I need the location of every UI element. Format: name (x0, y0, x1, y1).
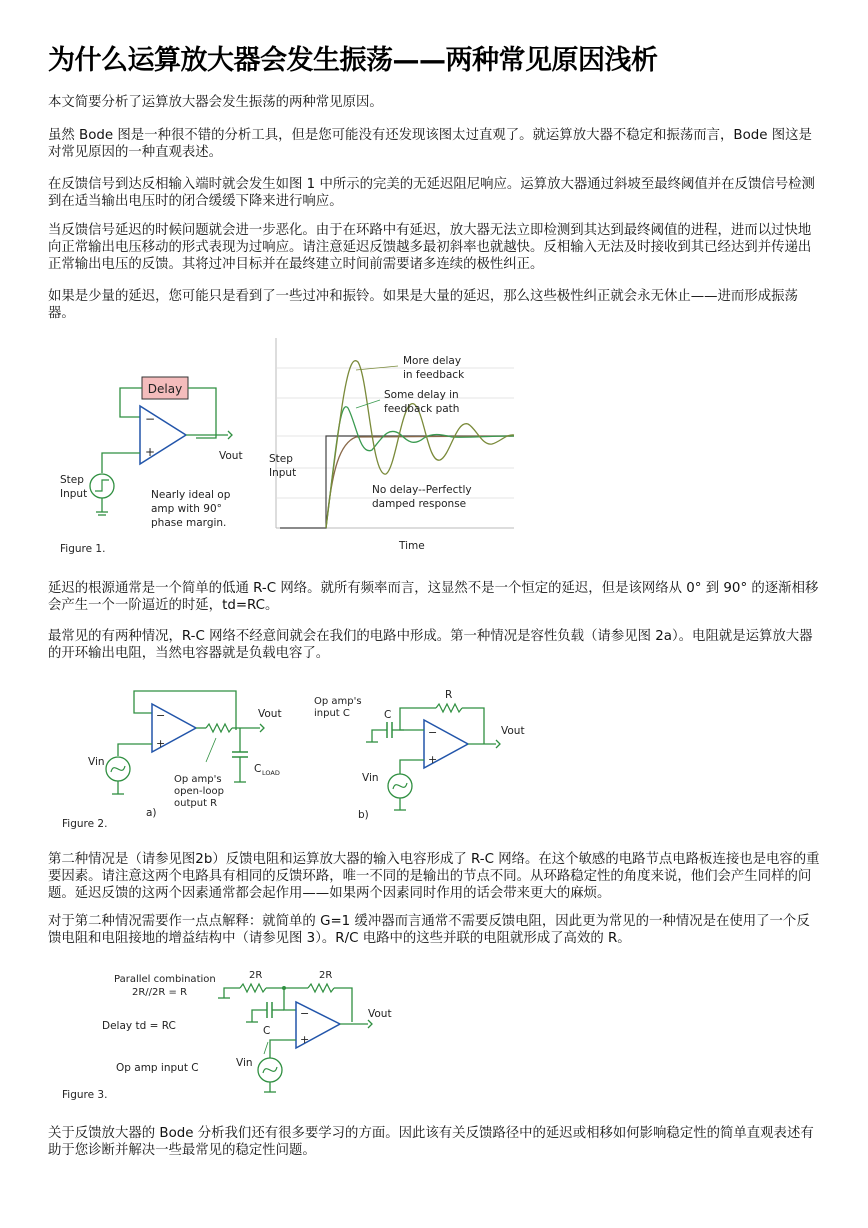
vin-a-label: Vin (88, 756, 105, 768)
resistor-icon (206, 724, 232, 732)
vin-b-label: Vin (362, 772, 379, 784)
vout-label: Vout (219, 450, 243, 462)
some-delay-label-1: Some delay in (384, 389, 459, 401)
input-c-note-2: input C (314, 708, 350, 719)
opamp-note-2: amp with 90° (151, 503, 222, 515)
opamp-note-1: Nearly ideal op (151, 489, 231, 501)
cload-subscript: LOAD (262, 769, 280, 777)
paragraph-2: 在反馈信号到达反相输入端时就会发生如图 1 中所示的完美的无延迟阻尼响应。运算放大器通过斜坡至最终阈值并在反馈信号检测到在适当输出电压时的闭合缓缓下降来进行响应。 (48, 177, 815, 209)
r-right-label: 2R (319, 970, 333, 981)
figure-3 (56, 962, 416, 1104)
page-title: 为什么运算放大器会发生振荡——两种常见原因浅析 (48, 45, 658, 76)
vout-b-label: Vout (501, 725, 525, 737)
figure-1-circuit (60, 377, 243, 555)
some-delay-label-2: feedback path (384, 403, 460, 415)
paragraph-3: 当反馈信号延迟的时候问题就会进一步恶化。由于在环路中有延迟，放大器无法立即检测到其达到最终阈值的进程，进而以过快地向正常输出电压移动的形式表现为过响应。请注意延迟反馈越多最初斜率也就越快。反相输入无法及时接收到其已经达到并传递出正常输出电压的反馈。其将过冲目标并在最终建立时间前需要诸多连续的极性纠正。 (48, 223, 812, 272)
graph-input-label: Input (269, 467, 297, 479)
svg-text:−: − (428, 726, 438, 739)
graph-step-label: Step (269, 453, 293, 465)
step-input-line (280, 436, 514, 528)
cload-label: C (254, 763, 262, 775)
figure-2b (314, 689, 525, 821)
c-3-label: C (263, 1025, 271, 1037)
intro-paragraph: 本文简要分析了运算放大器会发生振荡的两种常见原因。 (48, 95, 383, 110)
vout-3-label: Vout (368, 1008, 392, 1020)
figure-2b-label: b) (358, 809, 369, 821)
paragraph-1: 虽然 Bode 图是一种很不错的分析工具，但是您可能没有还发现该图太过直观了。就运算放大器不稳定和振荡而言，Bode 图这是对常见原因的一种直观表述。 (48, 128, 812, 160)
input-label: Input (60, 488, 88, 500)
svg-text:−: − (300, 1007, 310, 1020)
delay-td-label: Delay td = RC (102, 1020, 176, 1032)
more-delay-label-2: in feedback (403, 369, 465, 381)
resistor-right-icon (308, 984, 334, 992)
figure-1-graph (269, 338, 514, 552)
svg-text:+: + (300, 1033, 310, 1046)
figure-2a (62, 691, 282, 830)
figure-1-caption: Figure 1. (60, 543, 106, 555)
paragraph-8: 对于第二种情况需要作一点点解释：就简单的 G=1 缓冲器而言通常不需要反馈电阻，因此更为常见的一种情况是在使用了一个反馈电阻和电阻接地的增益结构中（请参见图 3）。R/C 电路中的这些并联的电阻就形成了高效的 R。 (48, 914, 810, 946)
open-loop-note-1: Op amp's (174, 774, 222, 785)
svg-text:−: − (145, 412, 156, 426)
delay-label: Delay (147, 382, 183, 396)
parallel-note-1: Parallel combination (114, 974, 216, 985)
r-left-label: 2R (249, 970, 263, 981)
figure-2a-label: a) (146, 807, 157, 819)
r-b-label: R (445, 689, 453, 701)
paragraph-4: 如果是少量的延迟，您可能只是看到了一些过冲和振铃。如果是大量的延迟，那么这些极性纠正就会永无休止——进而形成振荡器。 (48, 289, 798, 321)
feedback-resistor-icon (436, 704, 462, 712)
figure-3-caption: Figure 3. (62, 1089, 108, 1101)
step-label: Step (60, 474, 84, 486)
figure-1 (56, 338, 526, 560)
svg-text:+: + (428, 753, 438, 766)
opamp-note-3: phase margin. (151, 517, 227, 529)
open-loop-note-2: open-loop (174, 786, 224, 797)
c-b-label: C (384, 709, 392, 721)
figure-2-caption: Figure 2. (62, 818, 108, 830)
paragraph-5: 延迟的根源通常是一个简单的低通 R-C 网络。就所有频率而言，这显然不是一个恒定的延迟，但是该网络从 0° 到 90° 的逐渐相移会产生一个一阶逼近的时延，td=RC。 (48, 581, 819, 613)
input-c-note-1: Op amp's (314, 696, 362, 707)
more-delay-label-1: More delay (403, 355, 462, 367)
vout-a-label: Vout (258, 708, 282, 720)
figure-2 (56, 686, 536, 832)
no-delay-label-1: No delay--Perfectly (372, 484, 472, 496)
paragraph-9: 关于反馈放大器的 Bode 分析我们还有很多要学习的方面。因此该有关反馈路径中的延迟或相移如何影响稳定性的简单直观表述有助于您诊断并解决一些最常见的稳定性问题。 (48, 1126, 814, 1158)
no-delay-label-2: damped response (372, 498, 467, 510)
vin-3-label: Vin (236, 1057, 253, 1069)
time-axis-label: Time (399, 540, 425, 552)
paragraph-7: 第二种情况是（请参见图2b）反馈电阻和运算放大器的输入电容形成了 R-C 网络。在这个敏感的电路节点电路板连接也是电容的重要因素。请注意这两个电路具有相同的反馈环路，唯一不同的是输出的节点不同。从环路稳定性的角度来说，他们会产生同样的问题。延迟反馈的这两个因素通常都会起作用——如果两个因素同时作用的话会带来更大的麻烦。 (48, 852, 820, 901)
open-loop-note-3: output R (174, 798, 218, 809)
svg-text:−: − (156, 709, 166, 722)
paragraph-6: 最常见的有两种情况，R-C 网络不经意间就会在我们的电路中形成。第一种情况是容性负载（请参见图 2a）。电阻就是运算放大器的开环输出电阻，当然电容器就是负载电容了。 (48, 629, 813, 661)
no-delay-curve (326, 436, 514, 528)
svg-text:+: + (145, 445, 156, 459)
resistor-left-icon (240, 984, 266, 992)
input-c-3-label: Op amp input C (116, 1062, 199, 1074)
parallel-note-2: 2R//2R = R (132, 987, 188, 998)
svg-text:+: + (156, 737, 166, 750)
